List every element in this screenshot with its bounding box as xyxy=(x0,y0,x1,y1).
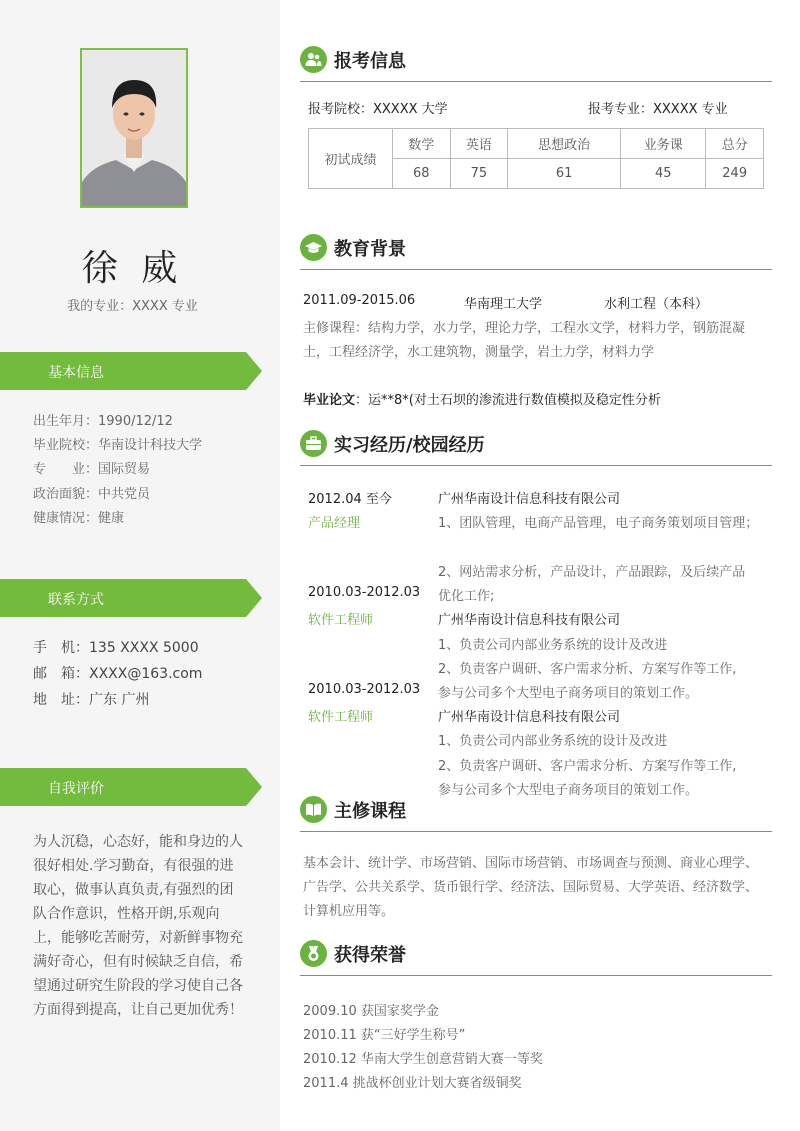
edu-school: 华南理工大学 xyxy=(464,297,543,312)
edu-courses-line2: 土，工程经济学，水工建筑物，测量学，岩土力学，材料力学 xyxy=(303,345,655,360)
honor-item: 2011.4 挑战杯创业计划大赛省级铜奖 xyxy=(303,1076,522,1091)
exp-period: 2012.04 至今 xyxy=(308,492,392,507)
honors-section-title: 获得荣誉 xyxy=(334,945,406,966)
honor-item: 2010.12 华南大学生创意营销大赛一等奖 xyxy=(303,1052,543,1067)
exp-role: 软件工程师 xyxy=(308,710,374,725)
exp-period: 2010.03-2012.03 xyxy=(308,585,421,600)
honor-item: 2010.11 获“三好学生称号” xyxy=(303,1028,466,1043)
score-header: 思想政治 xyxy=(508,129,621,159)
info-health: 健康情况：健康 xyxy=(33,511,125,526)
sidebar xyxy=(0,0,280,1131)
contact-phone: 手 机：135 XXXX 5000 xyxy=(33,640,199,656)
honors-section-header xyxy=(300,940,772,976)
score-header: 数学 xyxy=(393,129,451,159)
info-birth: 出生年月：1990/12/12 xyxy=(33,414,173,429)
exp-line: 优化工作; xyxy=(438,589,495,604)
briefcase-icon xyxy=(300,430,327,457)
edu-thesis xyxy=(303,389,661,408)
score-table xyxy=(308,128,764,189)
score-value: 75 xyxy=(450,159,508,189)
exam-major: 报考专业：XXXXX 专业 xyxy=(588,102,728,117)
contact-title: 联系方式 xyxy=(48,592,104,608)
self-eval-title: 自我评价 xyxy=(48,781,104,797)
honor-item: 2009.10 获国家奖学金 xyxy=(303,1004,439,1019)
edu-period: 2011.09-2015.06 xyxy=(303,293,416,308)
education-section-header xyxy=(300,234,772,270)
exp-company: 广州华南设计信息科技有限公司 xyxy=(438,492,621,507)
exp-role: 产品经理 xyxy=(308,516,361,531)
candidate-major: 我的专业：XXXX 专业 xyxy=(67,299,198,314)
contact-email: 邮 箱：XXXX@163.com xyxy=(33,666,203,682)
exam-section-header xyxy=(300,46,772,82)
exp-line: 2、负责客户调研、客户需求分析、方案写作等工作, xyxy=(438,759,737,774)
thesis-title: ：运**8*(对土石坝的渗流进行数值模拟及稳定性分析 xyxy=(355,393,661,408)
exp-line: 参与公司多个大型电子商务项目的策划工作。 xyxy=(438,783,699,798)
profile-photo xyxy=(80,48,188,208)
score-value: 68 xyxy=(393,159,451,189)
courses-section-header xyxy=(300,796,772,832)
basic-info-title: 基本信息 xyxy=(48,365,104,381)
book-icon xyxy=(300,796,327,823)
courses-line1: 基本会计、统计学、市场营销、国际市场营销、市场调查与预测、商业心理学、 xyxy=(303,856,759,871)
basic-info-banner xyxy=(0,352,262,390)
score-value: 45 xyxy=(621,159,706,189)
exp-role: 软件工程师 xyxy=(308,613,374,628)
exp-period: 2010.03-2012.03 xyxy=(308,682,421,697)
edu-major: 水利工程（本科） xyxy=(604,297,709,312)
info-major: 专 业：国际贸易 xyxy=(33,462,151,477)
education-section-title: 教育背景 xyxy=(334,239,406,260)
table-row xyxy=(309,129,764,159)
exp-company: 广州华南设计信息科技有限公司 xyxy=(438,613,621,628)
exp-company: 广州华南设计信息科技有限公司 xyxy=(438,710,621,725)
score-header: 总分 xyxy=(706,129,764,159)
score-value: 61 xyxy=(508,159,621,189)
courses-section-title: 主修课程 xyxy=(334,801,406,822)
medal-icon xyxy=(300,940,327,967)
experience-section-header xyxy=(300,430,772,466)
self-eval-text: 为人沉稳，心态好，能和身边的人很好相处.学习勤奋，有很强的进取心，做事认真负责,有强烈的团队合作意识，性格开朗,乐观向上，能够吃苦耐劳，对新鲜事物充满好奇心，但有时候缺乏自信，希望通过研究生阶段的学习使自己各方面得到提高，让自己更加优秀！ xyxy=(33,834,243,1018)
exp-line: 1、团队管理，电商产品管理，电子商务策划项目管理； xyxy=(438,516,759,531)
thesis-label: 毕业论文 xyxy=(303,393,356,408)
exp-line: 参与公司多个大型电子商务项目的策划工作。 xyxy=(438,686,699,701)
exam-school: 报考院校：XXXXX 大学 xyxy=(308,102,448,117)
graduation-cap-icon xyxy=(300,234,327,261)
courses-line2: 广告学、公共关系学、货币银行学、经济法、国际贸易、大学英语、经济数学、 xyxy=(303,880,759,895)
experience-section-title: 实习经历/校园经历 xyxy=(334,435,485,456)
edu-courses-line1: 主修课程：结构力学，水力学，理论力学，工程水文学，材料力学，钢筋混凝 xyxy=(303,321,746,336)
exp-line: 1、负责公司内部业务系统的设计及改进 xyxy=(438,734,668,749)
candidate-name: 徐 威 xyxy=(81,248,184,289)
exp-line: 2、负责客户调研、客户需求分析、方案写作等工作, xyxy=(438,662,737,677)
score-value: 249 xyxy=(706,159,764,189)
info-school: 毕业院校：华南设计科技大学 xyxy=(33,438,203,453)
score-header: 英语 xyxy=(450,129,508,159)
contact-banner xyxy=(0,579,262,617)
score-row-label: 初试成绩 xyxy=(309,129,393,189)
contact-address: 地 址：广东 广州 xyxy=(33,692,150,708)
courses-line3: 计算机应用等。 xyxy=(303,904,395,919)
self-eval-banner xyxy=(0,768,262,806)
exp-line: 2、网站需求分析，产品设计，产品跟踪，及后续产品 xyxy=(438,565,746,580)
users-icon xyxy=(300,46,327,73)
score-header: 业务课 xyxy=(621,129,706,159)
exp-line: 1、负责公司内部业务系统的设计及改进 xyxy=(438,638,668,653)
exam-section-title: 报考信息 xyxy=(334,51,406,72)
info-politics: 政治面貌：中共党员 xyxy=(33,487,151,502)
